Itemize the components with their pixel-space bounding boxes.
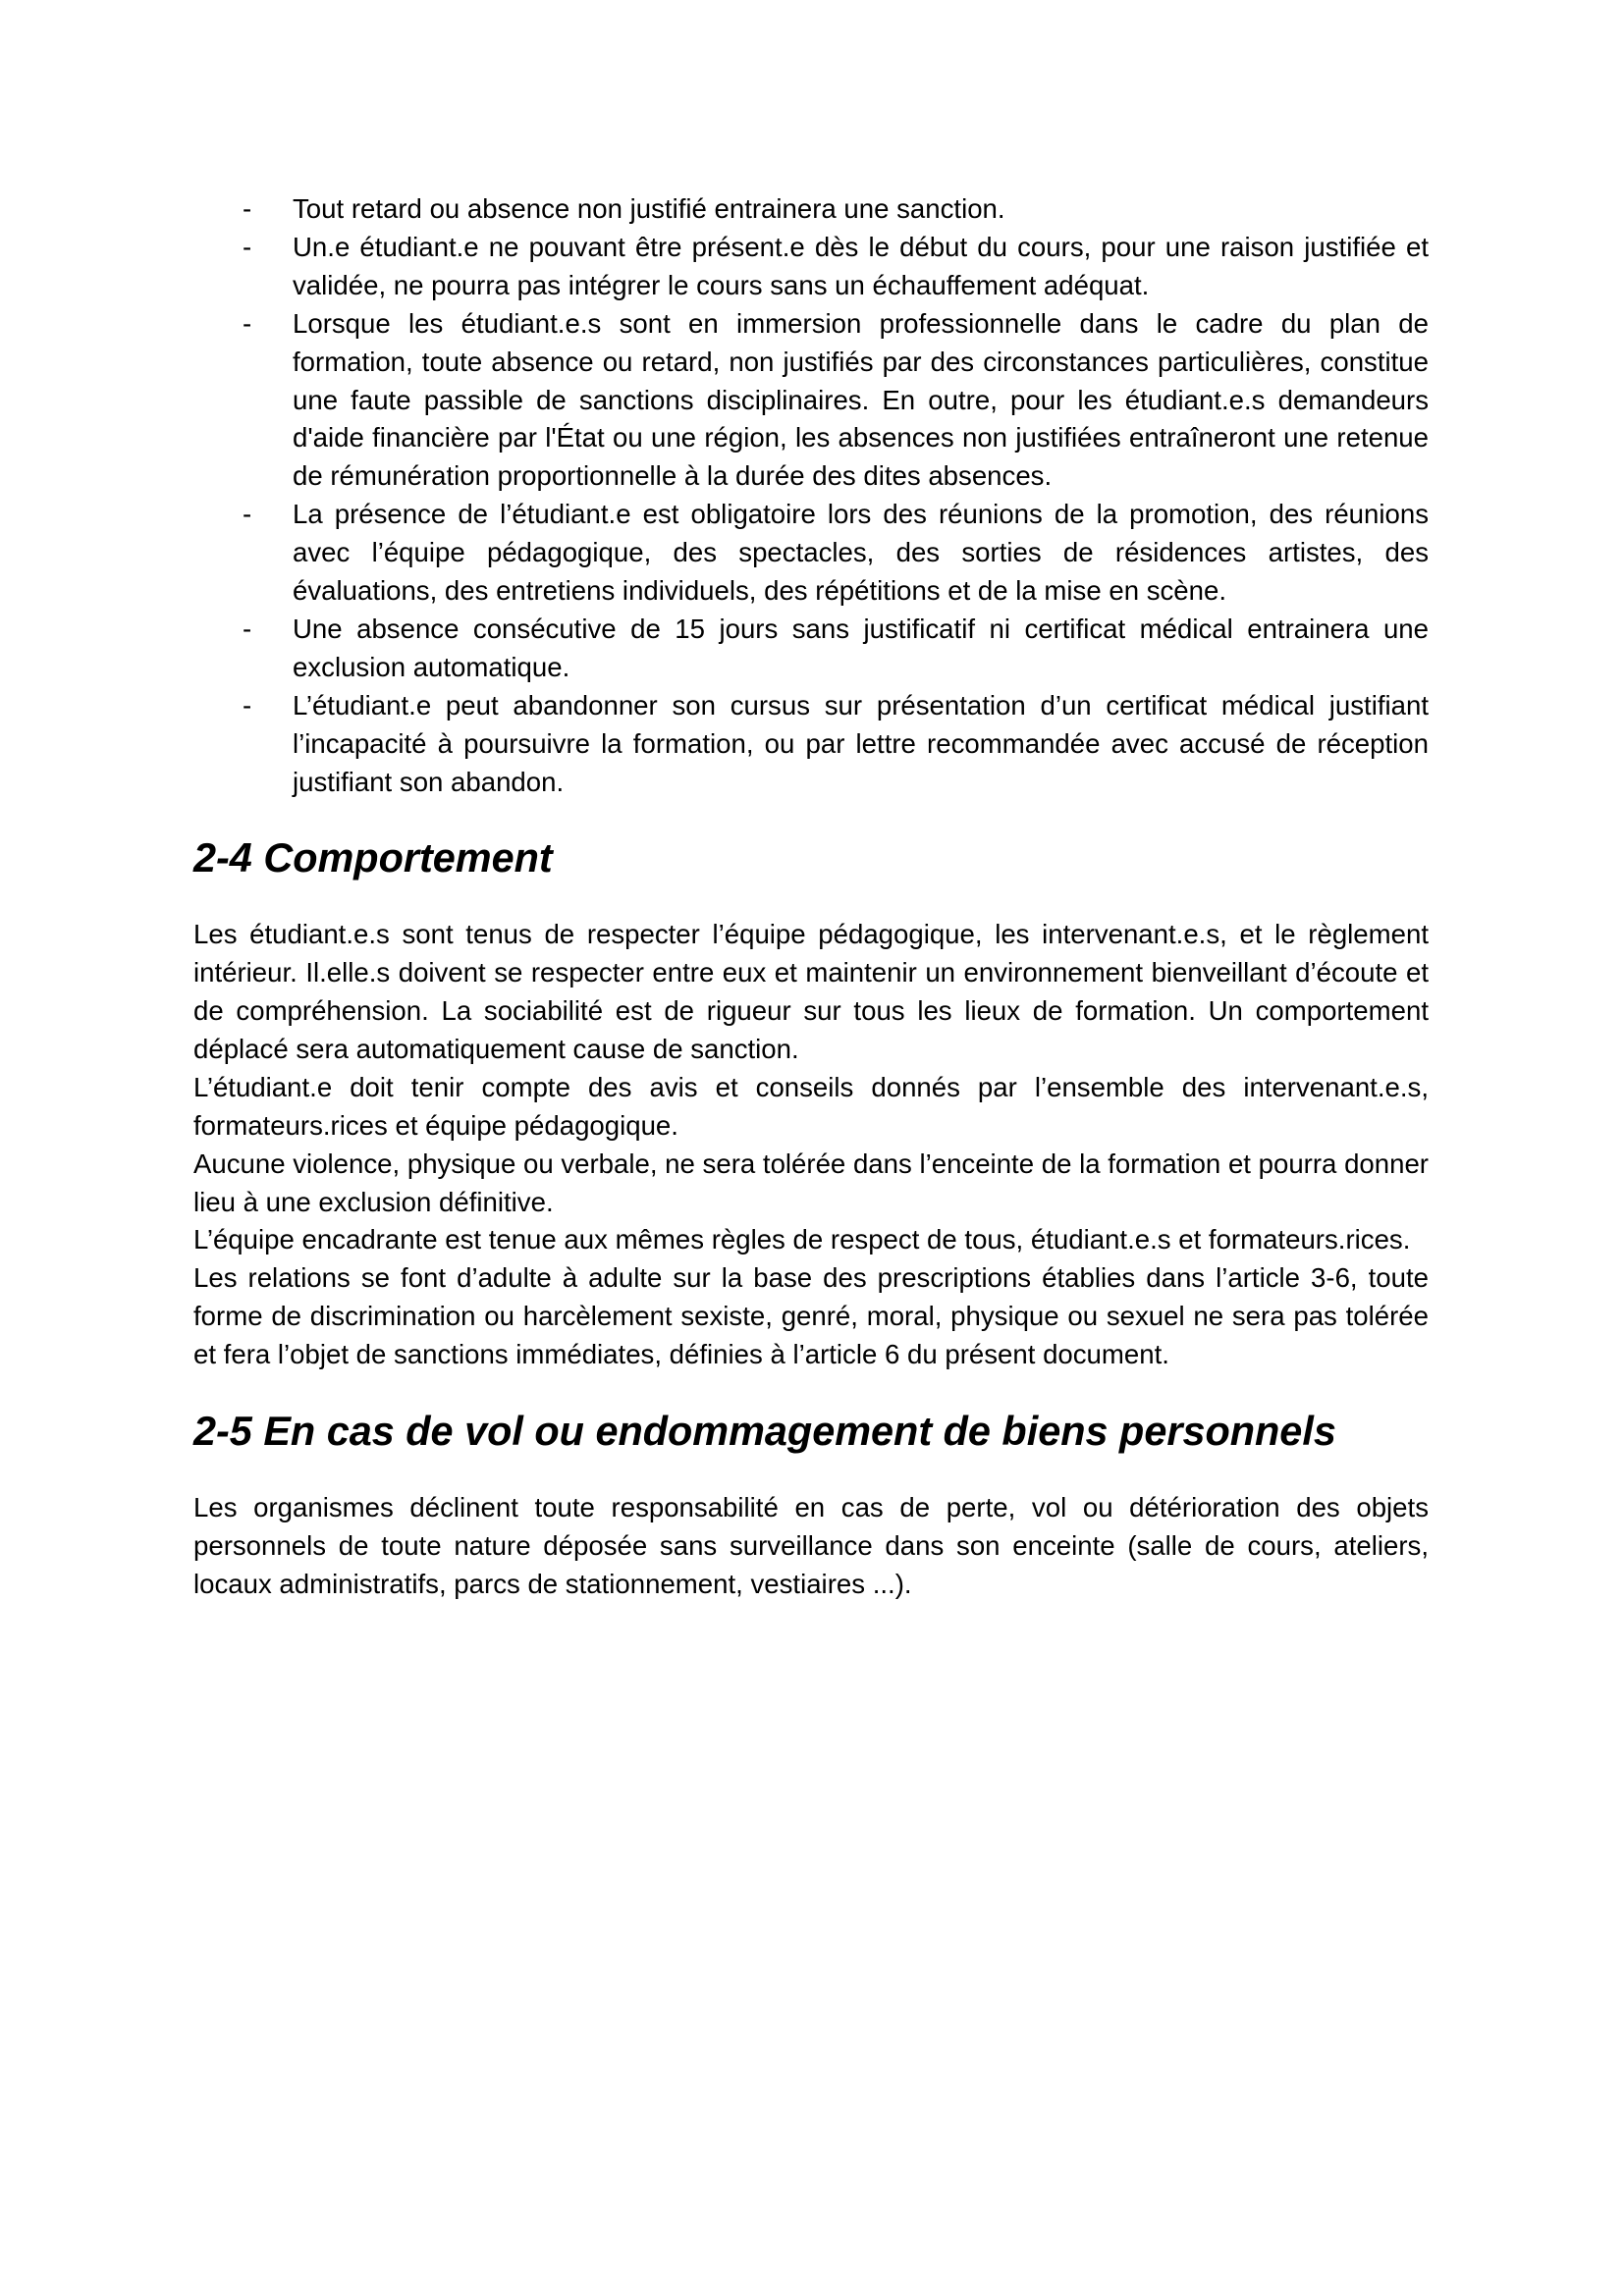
dash-bullet-icon: - — [243, 613, 252, 644]
dash-bullet-icon: - — [243, 231, 252, 262]
paragraph: Aucune violence, physique ou verbale, ne sera tolérée dans l’enceinte de la formation et pourra donner lieu à une exclusion définitive. — [193, 1148, 1429, 1217]
list-item-text: L’étudiant.e peut abandonner son cursus sur présentation d’un certificat médical justifiant l’incapacité à poursuivre la formation, ou par lettre recommandée avec accusé de réception justifiant son abandon. — [293, 689, 1429, 797]
list-item — [193, 687, 1429, 802]
list-item — [193, 496, 1429, 611]
list-item-text: Un.e étudiant.e ne pouvant être présent.e dès le début du cours, pour une raison justifiée et validée, ne pourra pas intégrer le cours sans un échauffement adéquat. — [293, 231, 1429, 300]
paragraph: L’étudiant.e doit tenir compte des avis et conseils donnés par l’ensemble des intervenant.e.s, formateurs.rices et équipe pédagogique. — [193, 1071, 1429, 1141]
attendance-rules-list — [193, 190, 1429, 802]
paragraph: Les relations se font d’adulte à adulte sur la base des prescriptions établies dans l’article 3-6, toute forme de discrimination ou harcèlement sexiste, genré, moral, physique ou sexuel ne sera pas tolérée et fera l’objet de sanctions immédiates, définies à l’article 6 du présent document. — [193, 1262, 1429, 1370]
dash-bullet-icon: - — [243, 307, 252, 339]
list-item-text: La présence de l’étudiant.e est obligatoire lors des réunions de la promotion, des réunions avec l’équipe pédagogique, des spectacles, des sorties de résidences artistes, des évaluations, des entretiens individuels, des répétitions et de la mise en scène. — [293, 499, 1429, 607]
paragraph: Les organismes déclinent toute responsabilité en cas de perte, vol ou détérioration des objets personnels de toute nature déposée sans surveillance dans son enceinte (salle de cours, ateliers, locaux administratifs, parcs de stationnement, vestiaires ...). — [193, 1491, 1429, 1599]
dash-bullet-icon: - — [243, 689, 252, 721]
dash-bullet-icon: - — [243, 499, 252, 530]
list-item — [193, 305, 1429, 497]
paragraph: L’équipe encadrante est tenue aux mêmes règles de respect de tous, étudiant.e.s et formateurs.rices. — [193, 1224, 1411, 1255]
list-item-text: Lorsque les étudiant.e.s sont en immersion professionnelle dans le cadre du plan de formation, toute absence ou retard, non justifiés par des circonstances particulières, constitue une faute passible de sanctions disciplinaires. En outre, pour les étudiant.e.s demandeurs d'aide financière par l'État ou une région, les absences non justifiées entraîneront une retenue de rémunération proportionnelle à la durée des dites absences. — [293, 307, 1429, 492]
list-item-text: Une absence consécutive de 15 jours sans justificatif ni certificat médical entrainera une exclusion automatique. — [293, 613, 1429, 682]
section-heading-2-5: 2-5 En cas de vol ou endommagement de biens personnels — [193, 1408, 1336, 1454]
list-item — [193, 190, 1429, 229]
section-2-4-body — [193, 916, 1429, 1374]
document-page — [193, 190, 1429, 1603]
list-item — [193, 229, 1429, 305]
list-item-text: Tout retard ou absence non justifié entrainera une sanction. — [293, 193, 1005, 224]
section-2-5-body — [193, 1489, 1429, 1604]
list-item — [193, 611, 1429, 687]
dash-bullet-icon: - — [243, 193, 252, 224]
paragraph: Les étudiant.e.s sont tenus de respecter l’équipe pédagogique, les intervenant.e.s, et le règlement intérieur. Il.elle.s doivent se respecter entre eux et maintenir un environnement bienveillant d’écoute et de compréhension. La sociabilité est de rigueur sur tous les lieux de formation. Un comportement déplacé sera automatiquement cause de sanction. — [193, 919, 1429, 1064]
section-heading-2-4: 2-4 Comportement — [193, 835, 553, 881]
